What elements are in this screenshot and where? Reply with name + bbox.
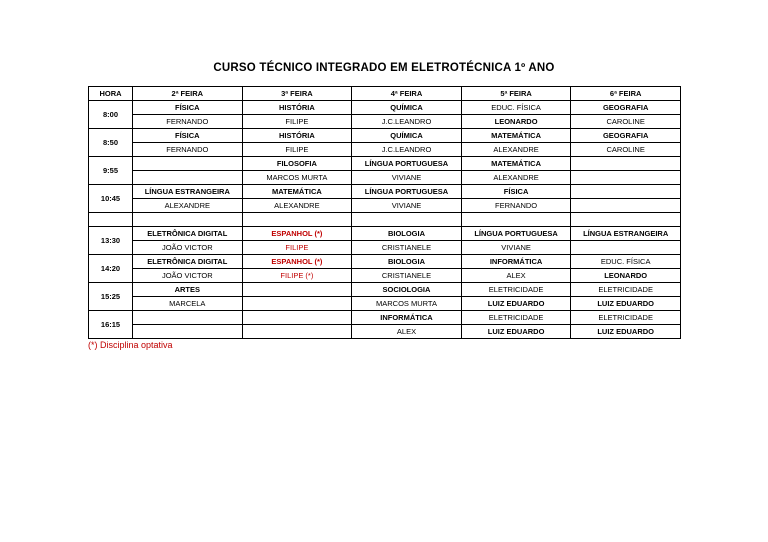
table-row — [89, 255, 681, 269]
schedule-cell: FILIPE — [242, 241, 352, 255]
table-row — [89, 171, 681, 185]
schedule-cell: LÍNGUA PORTUGUESA — [461, 227, 571, 241]
schedule-cell: ELETRICIDADE — [571, 311, 681, 325]
schedule-cell: MATEMÁTICA — [461, 129, 571, 143]
table-row — [89, 269, 681, 283]
schedule-cell: JOÃO VICTOR — [133, 269, 243, 283]
schedule-cell: CRISTIANELE — [352, 241, 462, 255]
column-header: 3ª FEIRA — [242, 87, 352, 101]
schedule-cell: ALEXANDRE — [461, 143, 571, 157]
schedule-cell: LUIZ EDUARDO — [571, 297, 681, 311]
schedule-cell: FILIPE — [242, 143, 352, 157]
schedule-table-wrapper — [88, 86, 680, 339]
schedule-cell: LÍNGUA ESTRANGEIRA — [571, 227, 681, 241]
schedule-cell: FERNANDO — [133, 115, 243, 129]
schedule-cell — [133, 171, 243, 185]
schedule-cell — [242, 213, 352, 227]
schedule-cell: MARCELA — [133, 297, 243, 311]
optional-discipline-footnote: (*) Disciplina optativa — [88, 340, 173, 350]
schedule-cell: ELETRÔNICA DIGITAL — [133, 227, 243, 241]
table-row — [89, 311, 681, 325]
table-row — [89, 115, 681, 129]
schedule-cell: FERNANDO — [133, 143, 243, 157]
table-row — [89, 283, 681, 297]
table-header-row — [89, 87, 681, 101]
schedule-cell: ALEXANDRE — [242, 199, 352, 213]
schedule-cell: FÍSICA — [133, 101, 243, 115]
page-title: CURSO TÉCNICO INTEGRADO EM ELETROTÉCNICA 1º ANO — [213, 62, 555, 74]
schedule-cell — [461, 213, 571, 227]
schedule-cell: SOCIOLOGIA — [352, 283, 462, 297]
time-slot-cell — [89, 213, 133, 227]
schedule-cell — [571, 199, 681, 213]
schedule-cell: LÍNGUA PORTUGUESA — [352, 185, 462, 199]
schedule-cell: MATEMÁTICA — [461, 157, 571, 171]
schedule-cell: FILIPE — [242, 115, 352, 129]
schedule-cell — [571, 241, 681, 255]
schedule-cell: CAROLINE — [571, 143, 681, 157]
schedule-cell — [571, 185, 681, 199]
schedule-cell: MARCOS MURTA — [352, 297, 462, 311]
schedule-cell: LÍNGUA ESTRANGEIRA — [133, 185, 243, 199]
schedule-cell: ESPANHOL (*) — [242, 227, 352, 241]
schedule-cell: MATEMÁTICA — [242, 185, 352, 199]
table-row — [89, 213, 681, 227]
schedule-cell — [571, 171, 681, 185]
schedule-cell: ESPANHOL (*) — [242, 255, 352, 269]
schedule-cell — [352, 213, 462, 227]
schedule-cell: ALEX — [352, 325, 462, 339]
time-slot-cell: 14:20 — [89, 255, 133, 283]
schedule-cell: QUÍMICA — [352, 129, 462, 143]
schedule-cell: ALEXANDRE — [133, 199, 243, 213]
schedule-cell: LEONARDO — [461, 115, 571, 129]
schedule-cell: FILOSOFIA — [242, 157, 352, 171]
table-row — [89, 227, 681, 241]
schedule-cell: ELETRICIDADE — [461, 311, 571, 325]
table-row — [89, 101, 681, 115]
schedule-cell — [133, 157, 243, 171]
schedule-cell: INFORMÁTICA — [352, 311, 462, 325]
schedule-cell: J.C.LEANDRO — [352, 115, 462, 129]
schedule-cell: LÍNGUA PORTUGUESA — [352, 157, 462, 171]
schedule-cell — [133, 311, 243, 325]
time-slot-cell: 13:30 — [89, 227, 133, 255]
table-row — [89, 325, 681, 339]
schedule-cell: HISTÓRIA — [242, 101, 352, 115]
schedule-cell: VIVIANE — [461, 241, 571, 255]
schedule-cell: ELETRICIDADE — [571, 283, 681, 297]
schedule-cell: CRISTIANELE — [352, 269, 462, 283]
schedule-cell — [242, 325, 352, 339]
schedule-cell — [571, 157, 681, 171]
schedule-cell: CAROLINE — [571, 115, 681, 129]
time-slot-cell: 10:45 — [89, 185, 133, 213]
schedule-cell: VIVIANE — [352, 199, 462, 213]
column-header: 5ª FEIRA — [461, 87, 571, 101]
table-row — [89, 157, 681, 171]
schedule-cell: MARCOS MURTA — [242, 171, 352, 185]
schedule-cell: HISTÓRIA — [242, 129, 352, 143]
schedule-cell — [133, 325, 243, 339]
table-row — [89, 143, 681, 157]
schedule-cell: FÍSICA — [461, 185, 571, 199]
column-header: 2ª FEIRA — [133, 87, 243, 101]
time-slot-cell: 9:55 — [89, 157, 133, 185]
column-header: 4ª FEIRA — [352, 87, 462, 101]
schedule-cell: QUÍMICA — [352, 101, 462, 115]
time-slot-cell: 16:15 — [89, 311, 133, 339]
schedule-cell: LUIZ EDUARDO — [461, 325, 571, 339]
time-slot-cell: 8:50 — [89, 129, 133, 157]
schedule-cell: ARTES — [133, 283, 243, 297]
schedule-cell: ELETRÔNICA DIGITAL — [133, 255, 243, 269]
time-slot-cell: 15:25 — [89, 283, 133, 311]
schedule-cell: FÍSICA — [133, 129, 243, 143]
schedule-table — [88, 86, 681, 339]
schedule-cell — [242, 297, 352, 311]
table-row — [89, 241, 681, 255]
schedule-cell: EDUC. FÍSICA — [461, 101, 571, 115]
schedule-cell — [242, 311, 352, 325]
schedule-cell: LUIZ EDUARDO — [571, 325, 681, 339]
schedule-cell — [242, 283, 352, 297]
schedule-cell: JOÃO VICTOR — [133, 241, 243, 255]
time-slot-cell: 8:00 — [89, 101, 133, 129]
schedule-cell: GEOGRAFIA — [571, 101, 681, 115]
schedule-cell: FILIPE (*) — [242, 269, 352, 283]
table-row — [89, 297, 681, 311]
schedule-cell: FERNANDO — [461, 199, 571, 213]
schedule-cell: LEONARDO — [571, 269, 681, 283]
schedule-cell: ALEX — [461, 269, 571, 283]
table-row — [89, 129, 681, 143]
schedule-cell: ALEXANDRE — [461, 171, 571, 185]
column-header: HORA — [89, 87, 133, 101]
schedule-cell: J.C.LEANDRO — [352, 143, 462, 157]
schedule-cell: INFORMÁTICA — [461, 255, 571, 269]
schedule-cell: VIVIANE — [352, 171, 462, 185]
schedule-cell: EDUC. FÍSICA — [571, 255, 681, 269]
schedule-cell: LUIZ EDUARDO — [461, 297, 571, 311]
schedule-cell: GEOGRAFIA — [571, 129, 681, 143]
column-header: 6ª FEIRA — [571, 87, 681, 101]
schedule-cell — [571, 213, 681, 227]
table-row — [89, 199, 681, 213]
schedule-cell: BIOLOGIA — [352, 227, 462, 241]
schedule-cell: BIOLOGIA — [352, 255, 462, 269]
schedule-cell — [133, 213, 243, 227]
table-row — [89, 185, 681, 199]
schedule-cell: ELETRICIDADE — [461, 283, 571, 297]
